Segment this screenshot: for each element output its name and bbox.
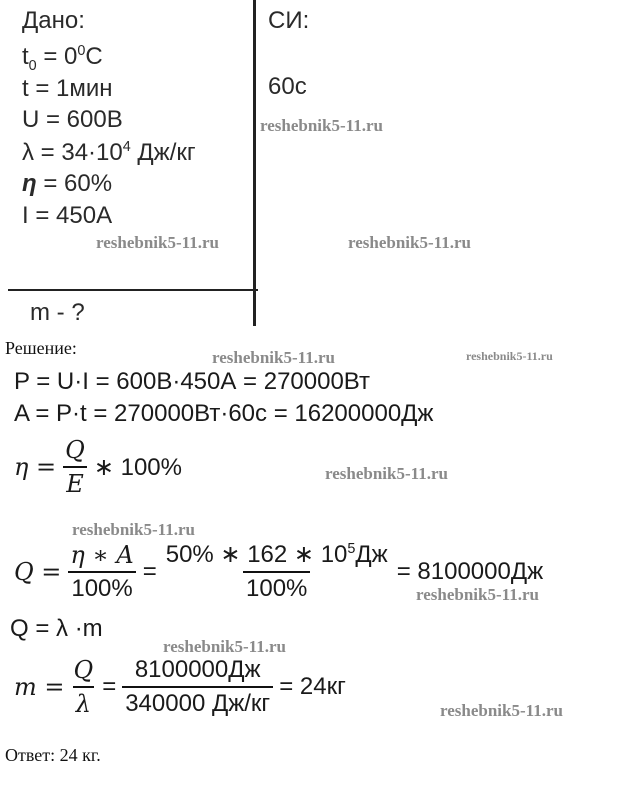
- table-horizontal-divider: [8, 289, 258, 291]
- mass-fraction-numeric: $\frac{8100000Дж}{340000 Дж/кг}$: [122, 656, 273, 718]
- given-i: I = 450А: [22, 202, 113, 229]
- work-equation: A = P·t = 270000Вт·60с = 16200000Дж: [14, 400, 434, 427]
- given-header: Дано:: [22, 7, 85, 34]
- given-t: t = 1мин: [22, 75, 113, 102]
- heat-fraction-symbolic: $\frac{\eta ∗ A}{100\%}$: [67, 541, 136, 603]
- watermark: reshebnik5-11.ru: [163, 637, 286, 656]
- efficiency-formula: η = $\frac{Q}{E}$ ∗ 100%: [14, 436, 182, 498]
- mass-formula: m = $\frac{Q}{\lambda}$ = $\frac{8100000Дж}{340000 Дж/кг}$ = 24кг: [14, 656, 346, 718]
- solution-label: Решение:: [5, 338, 77, 358]
- given-t0: $t_0 = 0^0C$: [22, 43, 103, 74]
- given-eta: η = 60%: [22, 170, 113, 197]
- watermark: reshebnik5-11.ru: [466, 349, 553, 363]
- heat-formula: Q = $\frac{\eta ∗ A}{100\%}$ = $\frac{50\% ∗ 162 ∗ 10^5Дж}{100\%}$ = 8100000Дж: [14, 540, 544, 602]
- efficiency-fraction: $\frac{Q}{E}$: [65, 436, 85, 498]
- watermark: reshebnik5-11.ru: [440, 701, 563, 720]
- watermark: reshebnik5-11.ru: [260, 116, 383, 135]
- watermark: reshebnik5-11.ru: [348, 233, 471, 252]
- given-find: m - ?: [30, 299, 85, 326]
- given-lambda: $\lambda = 34\cdot 10^4$ Дж/кг: [22, 139, 196, 166]
- watermark: reshebnik5-11.ru: [416, 585, 539, 604]
- watermark: reshebnik5-11.ru: [325, 464, 448, 483]
- given-u: U = 600В: [22, 106, 123, 133]
- table-vertical-divider: [253, 0, 256, 326]
- heat-lambda-relation: Q = λ ·m: [10, 615, 103, 642]
- watermark: reshebnik5-11.ru: [72, 520, 195, 539]
- heat-fraction-numeric: $\frac{50\% ∗ 162 ∗ 10^5Дж}{100\%}$: [165, 541, 388, 602]
- si-header: СИ:: [268, 7, 310, 34]
- mass-fraction-symbolic: $\frac{Q}{\lambda}$: [73, 656, 94, 718]
- si-t: 60с: [268, 73, 307, 100]
- power-equation: P = U·I = 600В·450А = 270000Вт: [14, 368, 371, 395]
- watermark: reshebnik5-11.ru: [96, 233, 219, 252]
- answer-text: Ответ: 24 кг.: [5, 745, 101, 765]
- watermark: reshebnik5-11.ru: [212, 348, 335, 367]
